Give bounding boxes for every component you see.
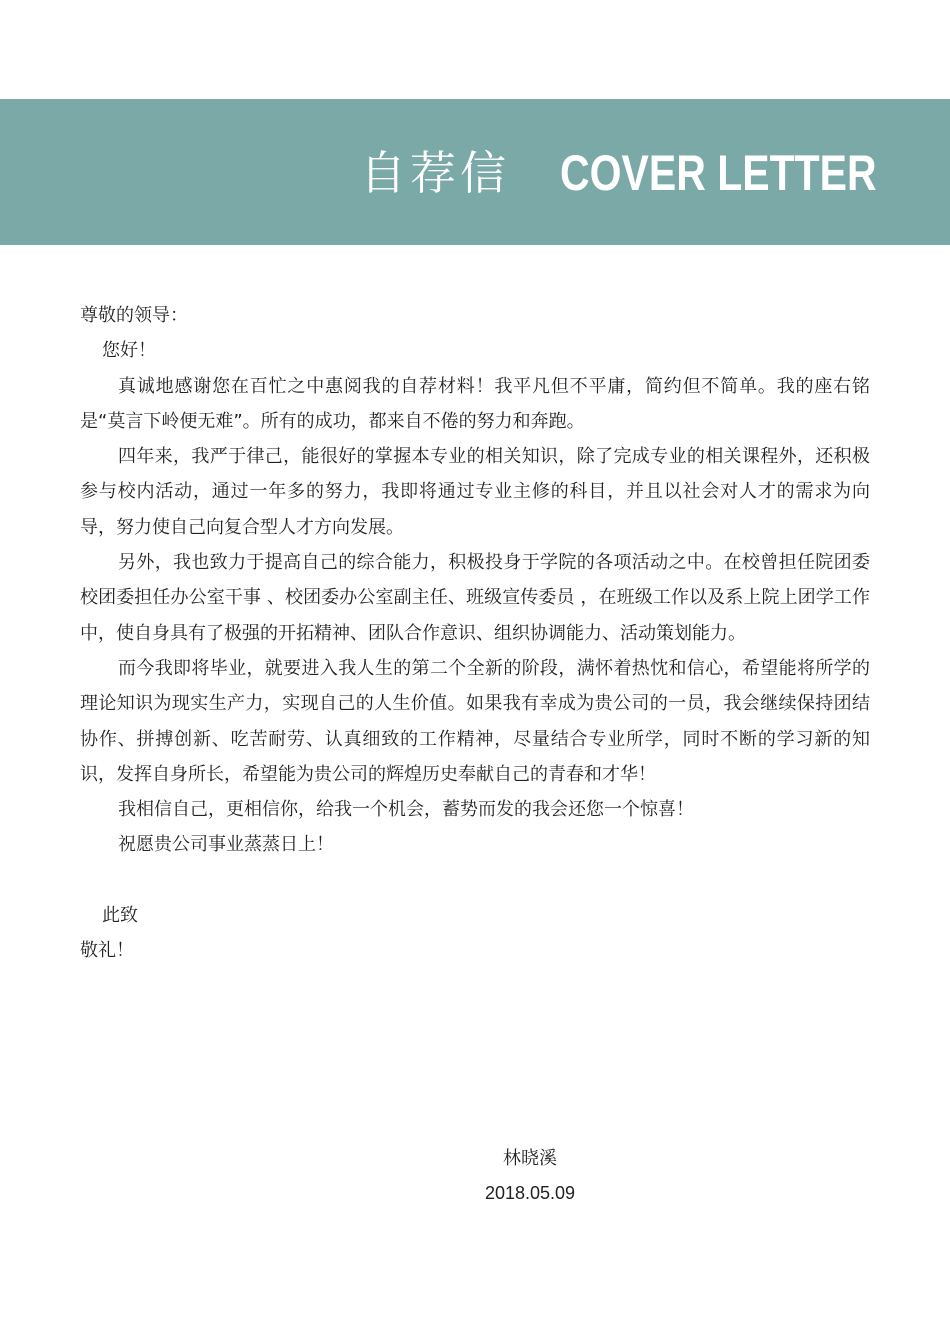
letter-wish: 祝愿贵公司事业蒸蒸日上！ [118, 834, 334, 856]
title-chinese: 自荐信 [360, 146, 510, 200]
letter-paragraph-4: 而今我即将毕业，就要进入我人生的第二个全新的阶段，满怀着热忱和信心，希望能将所学的理论知识为现实生产力，实现自己的人生价值。如果我有幸成为贵公司的一员，我会继续保持团结协作、拼搏创新、吃苦耐劳、认真细致的工作精神，尽量结合专业所学，同时不断的学习新的知识，发挥自身所长，希望能为贵公司的辉煌历史奉献自己的青春和才华！ [80, 657, 870, 785]
letter-paragraph-2: 四年来，我严于律己，能很好的掌握本专业的相关知识，除了完成专业的相关课程外，还积极参与校内活动，通过一年多的努力，我即将通过专业主修的科目，并且以社会对人才的需求为向导，努力使自己向复合型人才方向发展。 [80, 446, 870, 538]
letter-paragraph-1: 真诚地感谢您在百忙之中惠阅我的自荐材料！我平凡但不平庸，简约但不简单。我的座右铭是“莫言下岭便无难”。所有的成功，都来自不倦的努力和奔跑。 [80, 375, 870, 432]
letter-body [80, 298, 870, 968]
signature-name: 林晓溪 [503, 1148, 557, 1169]
signature-date: 2018.05.09 [484, 1183, 576, 1203]
spacer [80, 863, 870, 898]
letter-greeting: 您好！ [102, 340, 156, 362]
letter-closing-2: 敬礼！ [80, 940, 134, 962]
letter-paragraph-3: 另外，我也致力于提高自己的综合能力，积极投身于学院的各项活动之中。在校曾担任院团委校团委担任办公室干事 、校团委办公室副主任、班级宣传委员 ，在班级工作以及系上院上团学工作中，使自身具有了极强的开拓精神、团队合作意识、组织协调能力、活动策划能力。 [80, 552, 870, 644]
letter-salutation: 尊敬的领导： [80, 305, 188, 326]
letter-closing-1: 此致 [102, 904, 138, 926]
letter-paragraph-5: 我相信自己，更相信你，给我一个机会，蓄势而发的我会还您一个惊喜！ [118, 799, 694, 821]
title-english: COVER LETTER [560, 145, 877, 201]
